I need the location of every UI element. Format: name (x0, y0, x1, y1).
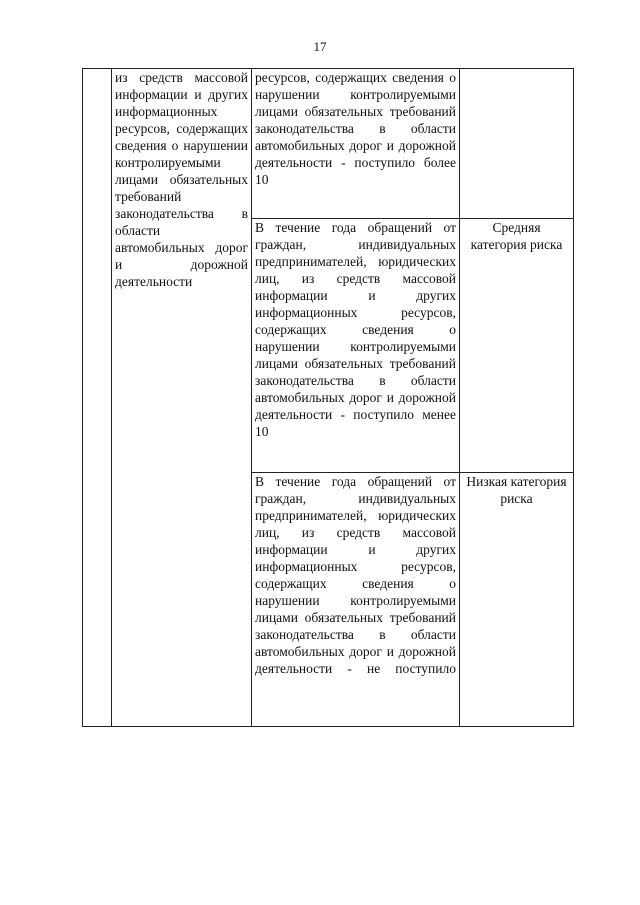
category-cell: Низкая категория риска (460, 473, 574, 727)
table-row (83, 69, 574, 219)
page-number: 17 (313, 39, 327, 54)
subject-text: из средств массовой информации и других информационных ресурсов, содержащих сведения о нарушении контролируемыми лицами обязательных требований законодательства в области автомобильных дорог и дорожной деятельности (115, 70, 248, 289)
criteria-text: В течение года обращений от граждан, индивидуальных предпринимателей, юридических лиц, из средств массовой информации и других информационных ресурсов, содержащих сведения о нарушении контролируемыми лицами обязательных требований законодательства в области автомобильных дорог и дорожной деятельности - не поступило (255, 474, 456, 676)
category-cell (460, 69, 574, 219)
criteria-text: ресурсов, содержащих сведения о нарушении контролируемыми лицами обязательных требований законодательства в области автомобильных дорог и дорожной деятельности - поступило более 10 (255, 70, 456, 187)
risk-criteria-table (82, 68, 574, 727)
criteria-cell (252, 69, 460, 219)
criteria-cell (252, 219, 460, 473)
subject-cell (112, 69, 252, 727)
criteria-cell (252, 473, 460, 727)
criteria-text: В течение года обращений от граждан, индивидуальных предпринимателей, юридических лиц, из средств массовой информации и других информационных ресурсов, содержащих сведения о нарушении контролируемыми лицами обязательных требований законодательства в области автомобильных дорог и дорожной деятельности - поступило менее 10 (255, 220, 456, 439)
number-cell (83, 69, 112, 727)
category-cell: Средняя категория риска (460, 219, 574, 473)
